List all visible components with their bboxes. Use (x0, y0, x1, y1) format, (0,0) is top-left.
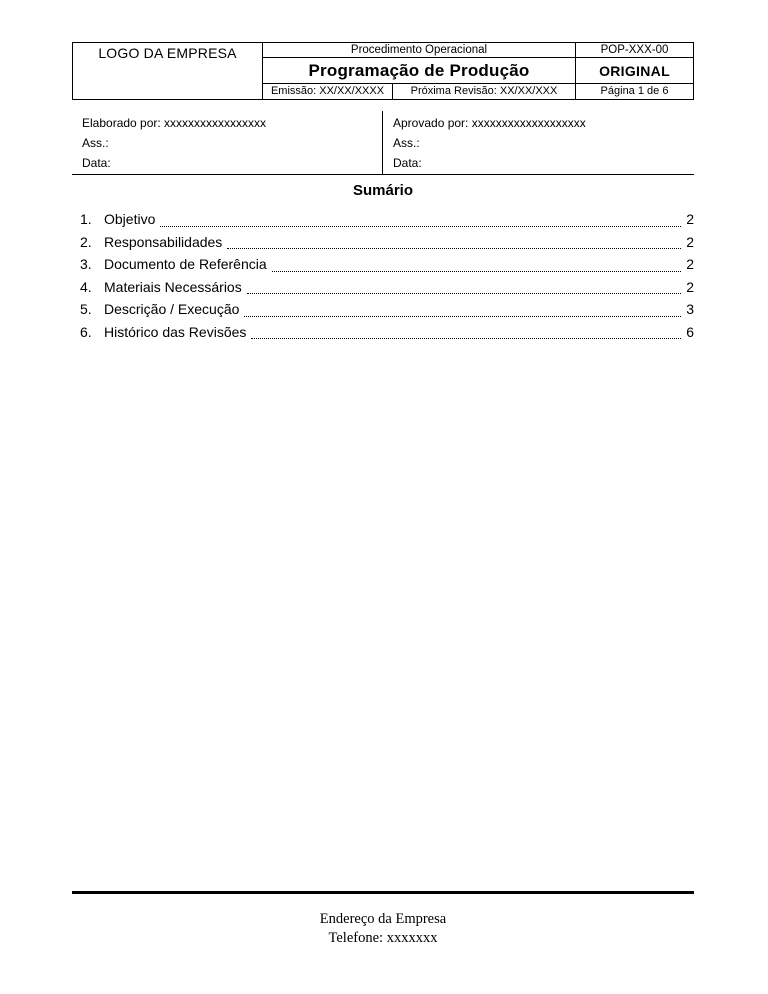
toc-entry-page: 3 (686, 301, 694, 317)
toc-dot-leader (227, 248, 681, 249)
toc-entry-page: 2 (686, 256, 694, 272)
doc-type-cell: Procedimento Operacional (263, 43, 575, 58)
approved-by-label: Aprovado por: xxxxxxxxxxxxxxxxxxx (393, 116, 586, 130)
toc-entry-page: 2 (686, 278, 694, 295)
toc-heading: Sumário (352, 182, 413, 199)
company-address: Endereço da Empresa (319, 911, 447, 927)
toc-entry-documento-referencia (72, 256, 694, 279)
toc-entry-materiais-necessarios (72, 279, 694, 302)
copy-status-cell: ORIGINAL (599, 62, 670, 79)
toc-entry-objetivo (72, 211, 694, 234)
toc-dot-leader (251, 338, 681, 339)
prepared-by-label: Elaborado por: xxxxxxxxxxxxxxxxx (82, 116, 267, 130)
toc-entry-label: Materiais Necessários (104, 278, 242, 295)
toc-entry-label: Documento de Referência (104, 256, 267, 272)
toc-entry-page: 2 (686, 211, 694, 227)
toc-entry-label: Descrição / Execução (104, 301, 240, 317)
toc-entry-label: Histórico das Revisões (104, 323, 247, 340)
toc-entry-label: Objetivo (104, 211, 156, 227)
page-footer (72, 910, 694, 948)
approved-signature-label: Ass.: (393, 136, 420, 150)
footer-divider (72, 891, 694, 894)
prepared-signature-label: Ass.: (82, 136, 109, 150)
toc-entry-number: 3. (80, 256, 92, 272)
header-right-column (575, 43, 693, 99)
prepared-date-label: Data: (82, 156, 111, 170)
toc-entry-label: Responsabilidades (104, 233, 223, 250)
page-indicator-cell: Página 1 de 6 (576, 83, 693, 99)
approval-block (72, 111, 694, 175)
toc-entry-number: 6. (80, 323, 92, 340)
toc-dot-leader (272, 271, 682, 272)
prepared-by-column (72, 111, 383, 174)
approved-date-label: Data: (393, 156, 422, 170)
company-logo-cell: LOGO DA EMPRESA (73, 43, 263, 99)
approved-by-column (383, 111, 694, 174)
toc-entry-number: 2. (80, 233, 92, 250)
toc-entry-page: 2 (686, 233, 694, 250)
toc-entry-responsabilidades (72, 234, 694, 257)
header-middle-column (263, 43, 575, 99)
emission-date-cell: Emissão: XX/XX/XXXX (263, 84, 393, 99)
next-revision-cell: Próxima Revisão: XX/XX/XXX (410, 85, 558, 97)
toc-entry-number: 1. (80, 211, 92, 227)
document-code-cell: POP-XXX-00 (576, 43, 693, 58)
header-dates-row (263, 83, 575, 99)
header-table (72, 42, 694, 100)
toc-dot-leader (244, 316, 681, 317)
toc-entry-number: 5. (80, 301, 92, 317)
toc-dot-leader (160, 226, 681, 227)
toc-entry-number: 4. (80, 278, 92, 295)
toc-entry-page: 6 (686, 323, 694, 340)
toc-dot-leader (247, 293, 681, 294)
document-title: Programação de Produção (308, 60, 530, 80)
company-phone: Telefone: xxxxxxx (328, 930, 438, 946)
table-of-contents (72, 182, 694, 346)
toc-entry-historico-revisoes (72, 324, 694, 347)
toc-entry-descricao-execucao (72, 301, 694, 324)
